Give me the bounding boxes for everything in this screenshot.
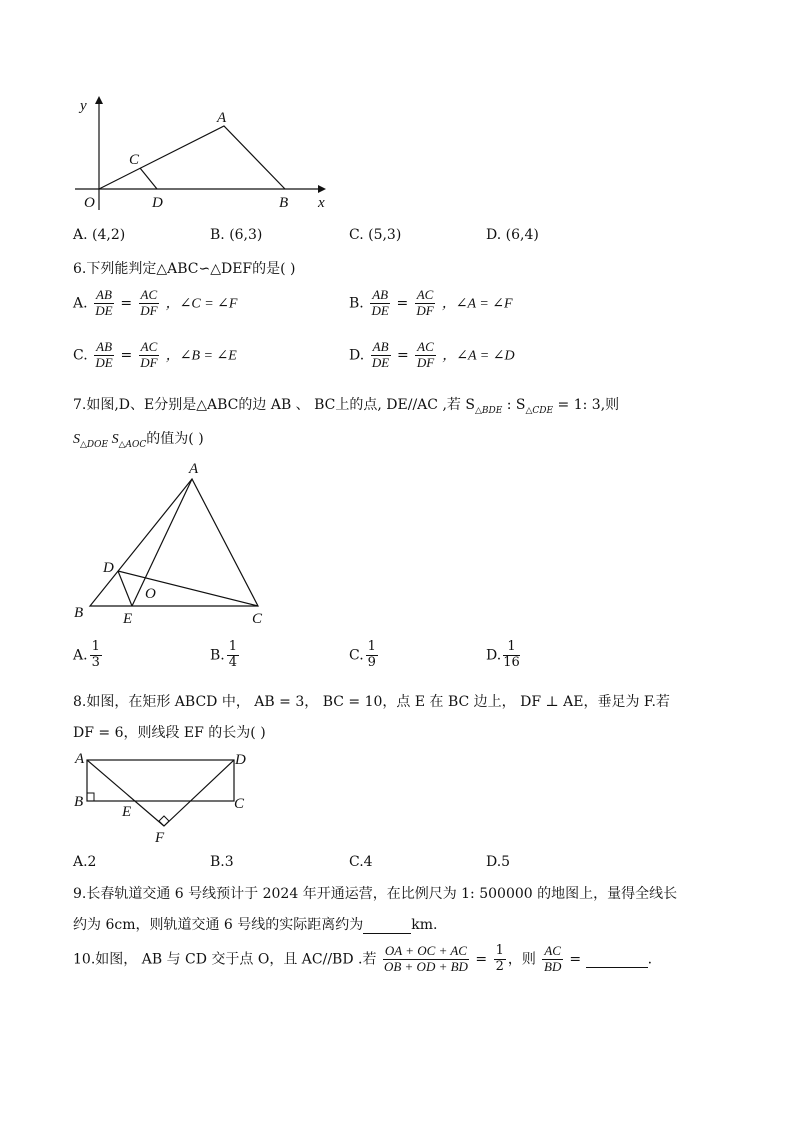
q9-stem-line2: 约为 6cm，则轨道交通 6 号线的实际距离约为 km.	[73, 917, 438, 933]
label-c: C	[234, 796, 245, 812]
label-a: A	[75, 751, 85, 767]
q10-answer-blank[interactable]	[586, 951, 648, 968]
q8-option-d: D.5	[486, 854, 511, 870]
q8-option-a: A.2	[73, 854, 97, 870]
q7-stem-line1: 7.如图,D、E分别是△ABC的边 AB 、 BC上的点, DE//AC ,若 $S_{\triangle BDE}$ : $S_{\triangle CDE} = 1$: 3,则	[73, 397, 620, 416]
q6-option-c: C. $\frac{AB}{DE}$ = $\frac{AC}{DF}$ ，∠B = ∠E	[73, 339, 237, 370]
q9-answer-blank[interactable]	[363, 917, 411, 934]
label-d: D	[103, 560, 114, 576]
label-c: C	[129, 152, 140, 168]
q6-option-d: D. $\frac{AB}{DE}$ = $\frac{AC}{DF}$ ，∠A = ∠D	[349, 339, 515, 370]
q8-stem-line1: 8.如图，在矩形 ABCD 中， AB = 3， BC = 10，点 E 在 BC 边上， DF ⊥ AE，垂足为 F.若	[73, 694, 670, 710]
q10-stem: 10.如图， AB 与 CD 交于点 O，且 AC//BD .若 $\frac{OA + OC + AC}{OB + OD + BD}$ = $\frac{1}{2}$ ，则 $\frac{AC}{BD}$ = .	[73, 943, 653, 974]
q6-option-b: B. $\frac{AB}{DE}$ = $\frac{AC}{DF}$ ，∠A = ∠F	[349, 287, 513, 318]
q5-option-d: D. (6,4)	[486, 227, 539, 243]
label-o: O	[145, 586, 156, 602]
q5-option-b: B. (6,3)	[210, 227, 263, 243]
label-b: B	[279, 195, 289, 211]
label-a: A	[189, 461, 199, 477]
label-b: B	[74, 794, 84, 810]
label-e: E	[123, 611, 133, 627]
label-b: B	[74, 605, 84, 621]
q8-option-c: C.4	[349, 854, 373, 870]
label-f: F	[155, 830, 165, 846]
q7-option-c: C. $\frac{1}{9}$	[349, 639, 376, 670]
q9-stem-line1: 9.长春轨道交通 6 号线预计于 2024 年开通运营，在比例尺为 1: 500000 的地图上，量得全线长	[73, 886, 678, 902]
q6-stem: 6.下列能判定△ABC∽△DEF的是( )	[73, 261, 296, 277]
coordinate-figure	[70, 92, 340, 217]
q8-stem-line2: DF = 6，则线段 EF 的长为( )	[73, 725, 266, 741]
label-c: C	[252, 611, 263, 627]
label-y: y	[80, 98, 87, 114]
q8-option-b: B.3	[210, 854, 234, 870]
q6-option-a: A. $\frac{AB}{DE}$ = $\frac{AC}{DF}$ ，∠C = ∠F	[73, 287, 238, 318]
q7-option-a: A. $\frac{1}{3}$	[73, 639, 100, 670]
label-e: E	[122, 804, 132, 820]
label-a: A	[217, 110, 227, 126]
q7-option-b: B. $\frac{1}{4}$	[210, 639, 238, 670]
q5-option-a: A. (4,2)	[73, 227, 126, 243]
label-o: O	[84, 195, 95, 211]
label-d: D	[235, 752, 246, 768]
rectangle-figure	[70, 748, 260, 848]
label-d: D	[152, 195, 163, 211]
q7-stem-line2: $S_{\triangle DOE}$ $S_{\triangle AOC}$的值为( )	[73, 431, 204, 450]
q7-option-d: D. $\frac{1}{16}$	[486, 639, 520, 670]
label-x: x	[318, 195, 325, 211]
q5-option-c: C. (5,3)	[349, 227, 402, 243]
triangle-figure	[70, 455, 290, 630]
